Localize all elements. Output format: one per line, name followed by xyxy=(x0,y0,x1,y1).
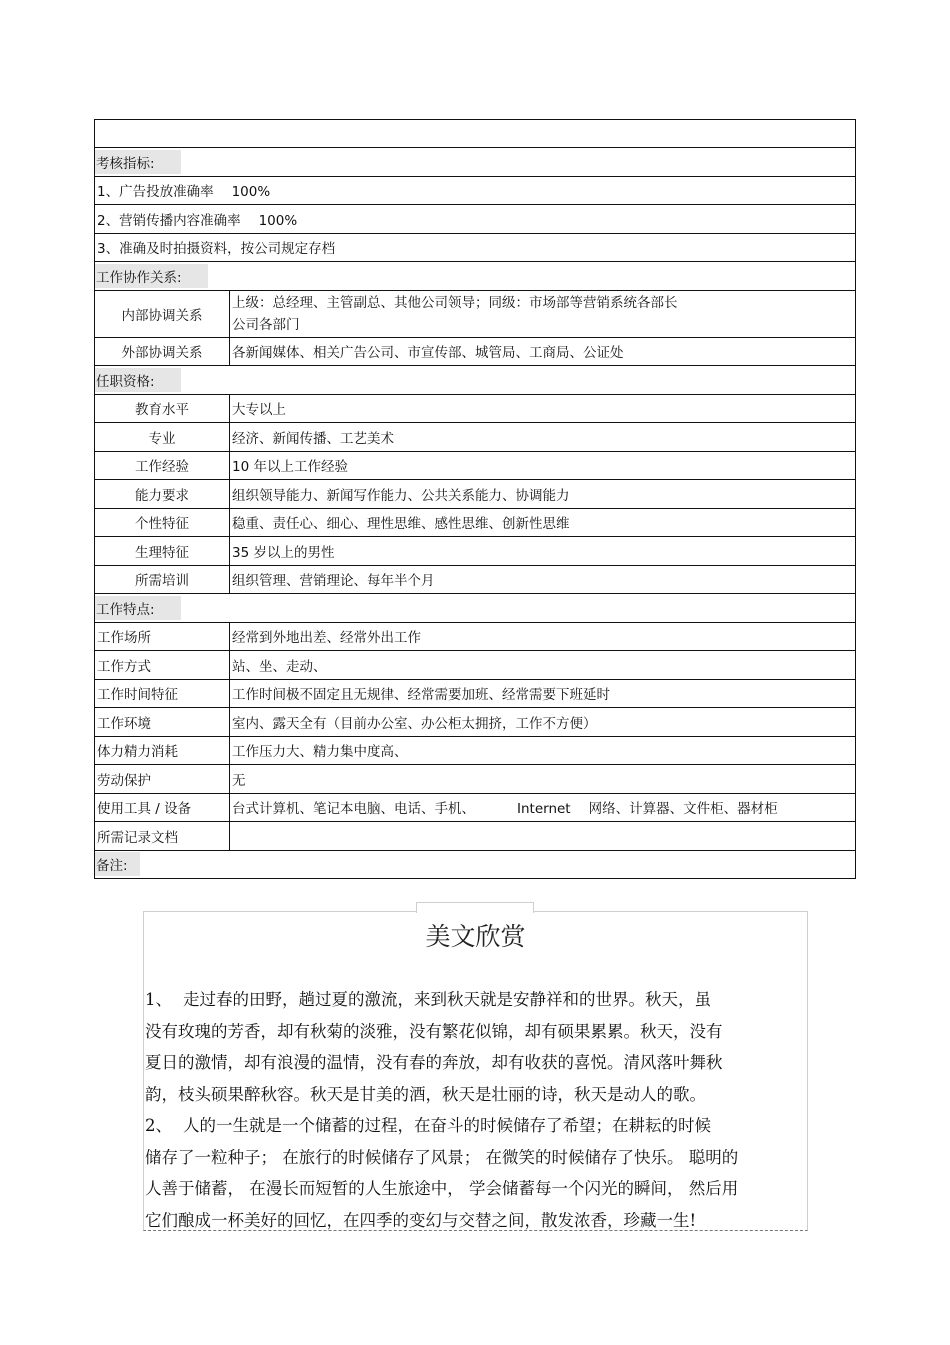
qualification-label: 工作经验 xyxy=(95,451,230,480)
essay-box xyxy=(143,911,808,1231)
work-label: 工作场所 xyxy=(95,622,230,651)
internal-relations-line: 公司各部门 xyxy=(232,316,300,333)
qualification-value: 稳重、责任心、细心、理性思维、感性思维、创新性思维 xyxy=(230,508,856,537)
qualification-label: 能力要求 xyxy=(95,480,230,509)
essay-line: 1、 走过春的田野，趟过夏的激流，来到秋天就是安静祥和的世界。秋天，虽 xyxy=(145,984,807,1016)
qualification-label: 生理特征 xyxy=(95,537,230,566)
work-value: 站、坐、走动、 xyxy=(230,651,856,680)
essay-line: 储存了一粒种子； 在旅行的时候储存了风景； 在微笑的时候储存了快乐。 聪明的 xyxy=(145,1147,739,1167)
work-row xyxy=(95,622,856,651)
records-row xyxy=(95,822,856,851)
tools-part: 网络、计算器、文件柜、器材柜 xyxy=(588,801,778,818)
qualification-value: 大专以上 xyxy=(230,394,856,423)
work-label: 体力精力消耗 xyxy=(95,736,230,765)
work-row xyxy=(95,736,856,765)
tools-label: 使用工具 / 设备 xyxy=(95,793,230,822)
essay-line: 没有玫瑰的芳香，却有秋菊的淡雅，没有繁花似锦，却有硕果累累。秋天，没有 xyxy=(145,1021,723,1041)
qualification-row xyxy=(95,565,856,594)
records-label: 所需记录文档 xyxy=(95,822,230,851)
qualification-row xyxy=(95,394,856,423)
work-heading: 工作特点: xyxy=(95,596,181,620)
qualification-row xyxy=(95,537,856,566)
qualification-label: 所需培训 xyxy=(95,565,230,594)
qualification-value: 组织领导能力、新闻写作能力、公共关系能力、协调能力 xyxy=(230,480,856,509)
internal-relations-row xyxy=(95,290,856,337)
qualification-label: 教育水平 xyxy=(95,394,230,423)
blank-row xyxy=(95,120,856,148)
qualification-label: 个性特征 xyxy=(95,508,230,537)
tools-row xyxy=(95,793,856,822)
paragraph-number: 2、 xyxy=(145,1116,172,1135)
external-relations-label: 外部协调关系 xyxy=(95,337,230,366)
qualification-value: 35 岁以上的男性 xyxy=(230,537,856,566)
kpi-row xyxy=(95,176,856,205)
qualification-row xyxy=(95,508,856,537)
work-value: 无 xyxy=(230,765,856,794)
work-value: 工作时间极不固定且无规律、经常需要加班、经常需要下班延时 xyxy=(230,679,856,708)
essay-body xyxy=(145,984,807,1236)
qualification-row xyxy=(95,480,856,509)
kpi-text: 1、广告投放准确率 xyxy=(97,184,214,201)
relations-heading: 工作协作关系: xyxy=(95,264,208,288)
essay-tab xyxy=(416,902,534,913)
work-value: 经常到外地出差、经常外出工作 xyxy=(230,622,856,651)
essay-line: 2、 人的一生就是一个储蓄的过程，在奋斗的时候储存了希望；在耕耘的时候 xyxy=(145,1110,807,1142)
tools-value xyxy=(230,793,856,822)
kpi-heading: 考核指标: xyxy=(95,150,181,174)
external-relations-row xyxy=(95,337,856,366)
external-relations-value: 各新闻媒体、相关广告公司、市宣传部、城管局、工商局、公证处 xyxy=(230,337,856,366)
qualification-row xyxy=(95,451,856,480)
internal-relations-value xyxy=(230,290,856,337)
essay-title: 美文欣赏 xyxy=(425,922,526,951)
qualification-label: 专业 xyxy=(95,423,230,452)
notes-heading: 备注: xyxy=(95,852,140,876)
qualification-value: 经济、新闻传播、工艺美术 xyxy=(230,423,856,452)
work-row xyxy=(95,765,856,794)
work-value: 室内、露天全有（目前办公室、办公柜太拥挤，工作不方便） xyxy=(230,708,856,737)
tools-part: Internet xyxy=(517,801,571,818)
qualification-value: 10 年以上工作经验 xyxy=(230,451,856,480)
internal-relations-label: 内部协调关系 xyxy=(95,290,230,337)
essay-line: 夏日的激情，却有浪漫的温情，没有春的奔放，却有收获的喜悦。清风落叶舞秋 xyxy=(145,1053,723,1072)
qualification-row xyxy=(95,423,856,452)
work-label: 工作环境 xyxy=(95,708,230,737)
relations-heading-row xyxy=(95,262,856,291)
paragraph-number: 1、 xyxy=(145,990,172,1009)
internal-relations-line: 上级：总经理、主管副总、其他公司领导；同级：市场部等营销系统各部长 xyxy=(232,294,678,311)
tools-part: 台式计算机、笔记本电脑、电话、手机、 xyxy=(232,801,475,818)
work-label: 工作时间特征 xyxy=(95,679,230,708)
qualification-value: 组织管理、营销理论、每年半个月 xyxy=(230,565,856,594)
job-description-table xyxy=(94,119,856,879)
kpi-heading-row xyxy=(95,148,856,177)
work-label: 工作方式 xyxy=(95,651,230,680)
work-heading-row xyxy=(95,594,856,623)
essay-line: 人善于储蓄， 在漫长而短暂的人生旅途中， 学会储蓄每一个闪光的瞬间， 然后用 xyxy=(145,1179,739,1198)
essay-line: 它们酿成一杯美好的回忆，在四季的变幻与交替之间，散发浓香，珍藏一生! xyxy=(145,1210,697,1230)
work-row xyxy=(95,651,856,680)
work-row xyxy=(95,708,856,737)
notes-row xyxy=(95,850,856,879)
kpi-text: 3、准确及时拍摄资料，按公司规定存档 xyxy=(97,241,336,258)
work-value: 工作压力大、精力集中度高、 xyxy=(230,736,856,765)
records-value xyxy=(230,822,856,851)
kpi-value: 100% xyxy=(231,184,271,201)
kpi-text: 2、营销传播内容准确率 xyxy=(97,212,241,229)
work-label: 劳动保护 xyxy=(95,765,230,794)
qualifications-heading: 任职资格: xyxy=(95,368,181,392)
work-row xyxy=(95,679,856,708)
essay-line: 韵，枝头硕果醉秋容。秋天是甘美的酒，秋天是壮丽的诗，秋天是动人的歌。 xyxy=(145,1084,706,1104)
kpi-row xyxy=(95,205,856,234)
kpi-row xyxy=(95,233,856,262)
qualifications-heading-row xyxy=(95,366,856,395)
kpi-value: 100% xyxy=(258,212,298,229)
